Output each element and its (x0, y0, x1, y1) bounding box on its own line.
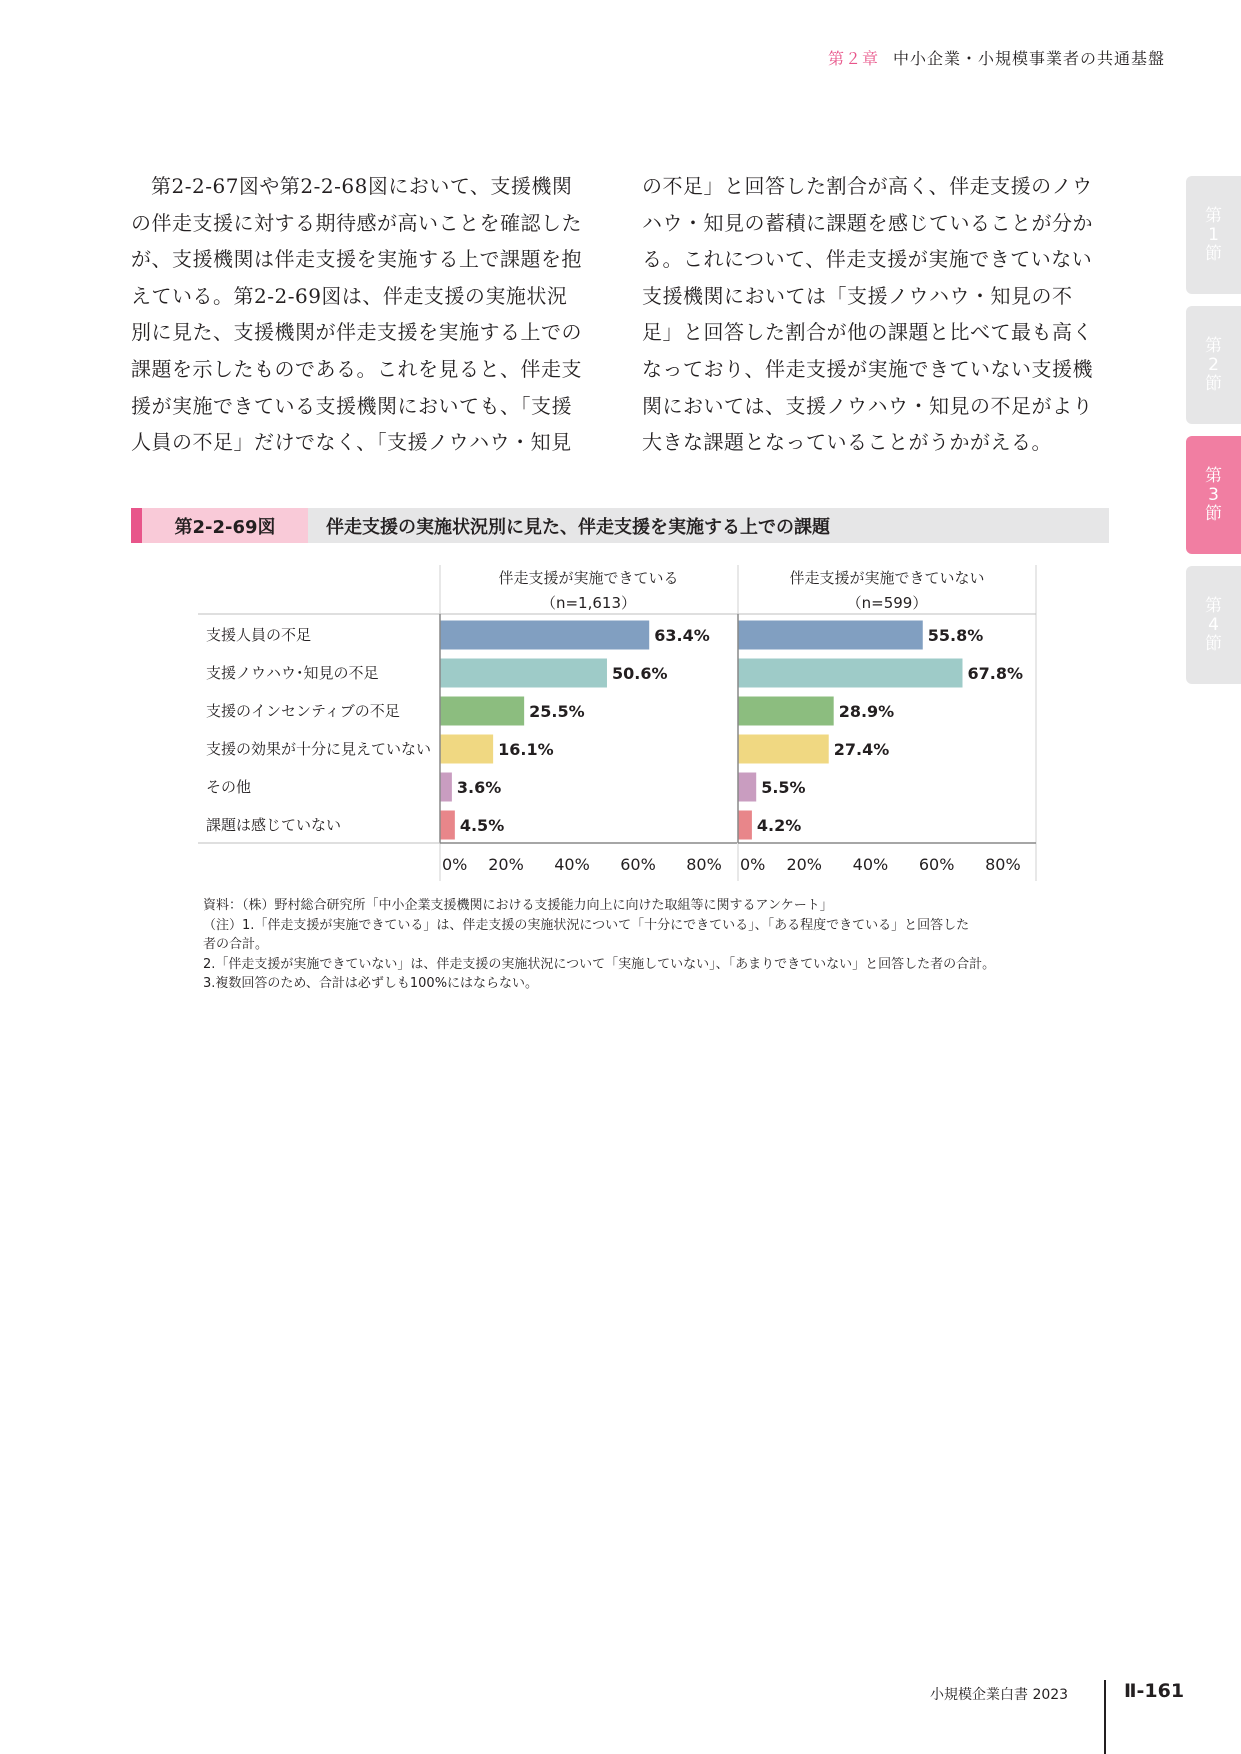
x-tick-label: 40% (852, 855, 889, 874)
panel-n: （n=599） (846, 594, 928, 612)
body-line: る。これについて、伴走支援が実施できていない (642, 247, 1093, 272)
body-line: 援が実施できている支援機関においても、「支援 (131, 393, 572, 418)
bar (738, 697, 834, 726)
note-line: 者の合計。 (203, 937, 269, 952)
category-label: 支援ノウハウ･知見の不足 (206, 664, 379, 682)
book-title: 小規模企業白書 2023 (930, 1687, 1069, 1703)
section-tab-char: 節 (1205, 633, 1222, 654)
bar (440, 697, 524, 726)
body-line: 関においては、支援ノウハウ・知見の不足がより (642, 393, 1093, 418)
section-tab-char: 第 (1205, 595, 1222, 616)
category-label: その他 (206, 778, 252, 796)
bar (440, 811, 455, 840)
x-tick-label: 80% (686, 855, 722, 874)
body-line: 課題を示したものである。これを見ると、伴走支 (131, 356, 582, 381)
chapter-title: 中小企業・小規模事業者の共通基盤 (893, 49, 1166, 68)
body-line: の不足」と回答した割合が高く、伴走支援のノウ (642, 174, 1093, 198)
panel-title: 伴走支援が実施できている (498, 569, 679, 587)
x-tick-label: 20% (786, 855, 823, 874)
body-line: 足」と回答した割合が他の課題と比べて最も高く (642, 320, 1093, 345)
bar (738, 735, 829, 764)
section-tab-char: 2 (1208, 354, 1219, 375)
section-tab-char: 1 (1208, 224, 1219, 245)
body-line: えている。第2-2-69図は、伴走支援の実施状況 (131, 283, 568, 308)
section-tab-char: 第 (1205, 335, 1222, 356)
data-label: 25.5% (529, 702, 585, 721)
data-label: 16.1% (498, 740, 554, 759)
note-line: 3.複数回答のため、合計は必ずしも100%にはならない。 (203, 976, 539, 991)
note-source: 資料：（株）野村総合研究所「中小企業支援機関における支援能力向上に向けた取組等に関するアンケート」 (203, 898, 833, 913)
data-label: 3.6% (456, 778, 502, 797)
data-label: 63.4% (654, 626, 710, 645)
x-tick-label: 60% (620, 855, 656, 874)
data-label: 4.2% (756, 816, 802, 835)
data-label: 4.5% (459, 816, 505, 835)
x-tick-label: 0% (740, 855, 766, 874)
x-tick-label: 60% (918, 855, 955, 874)
section-tab-char: 節 (1205, 373, 1222, 394)
page-number: Ⅱ-161 (1124, 1680, 1185, 1702)
data-label: 55.8% (927, 626, 984, 645)
body-line: ハウ・知見の蓄積に課題を感じていることが分か (642, 210, 1093, 235)
body-line: の伴走支援に対する期待感が高いことを確認した (131, 210, 582, 235)
figure-notes (203, 896, 995, 994)
footer-divider (1104, 1680, 1106, 1754)
body-line: 大きな課題となっていることがうかがえる。 (642, 430, 1052, 455)
body-line: 別に見た、支援機関が伴走支援を実施する上での (131, 320, 582, 345)
note-line: 2.「伴走支援が実施できていない」は、伴走支援の実施状況について「実施していない」、「あまりできていない」と回答した者の合計。 (203, 956, 996, 972)
section-tab-char: 4 (1208, 614, 1219, 635)
section-tab-char: 節 (1205, 503, 1222, 524)
category-label: 支援人員の不足 (206, 626, 312, 644)
bar (738, 621, 923, 650)
body-line: なっており、伴走支援が実施できていない支援機 (642, 356, 1093, 381)
x-tick-label: 40% (554, 855, 590, 874)
page-footer (930, 1680, 1190, 1720)
bar (738, 659, 962, 688)
data-label: 28.9% (838, 702, 895, 721)
body-line: 人員の不足」だけでなく、「支援ノウハウ・知見 (131, 430, 572, 455)
category-label: 課題は感じていない (206, 816, 342, 834)
bar (738, 773, 756, 802)
x-tick-label: 20% (488, 855, 524, 874)
body-line: 第2-2-67図や第2-2-68図において、支援機関 (151, 174, 573, 198)
section-tab-char: 第 (1205, 205, 1222, 226)
data-label: 5.5% (761, 778, 806, 797)
chapter-number: 第２章 (828, 49, 880, 68)
data-label: 50.6% (611, 664, 668, 683)
data-label: 27.4% (833, 740, 890, 759)
panel-title: 伴走支援が実施できていない (789, 569, 985, 587)
x-tick-label: 80% (985, 855, 1021, 874)
category-label: 支援のインセンティブの不足 (206, 702, 400, 720)
figure-title: 伴走支援の実施状況別に見た、伴走支援を実施する上での課題 (326, 516, 830, 538)
body-line: が、支援機関は伴走支援を実施する上で課題を抱 (131, 247, 582, 272)
bar (738, 811, 752, 840)
section-tab-char: 節 (1205, 243, 1222, 264)
bar (440, 735, 493, 764)
figure-number: 第2-2-69図 (142, 508, 308, 543)
body-line: 支援機関においては「支援ノウハウ・知見の不 (642, 283, 1073, 308)
section-tab-char: 3 (1208, 484, 1219, 505)
bar (440, 621, 649, 650)
section-tab-char: 第 (1205, 465, 1222, 486)
bar (440, 773, 452, 802)
panel-n: （n=1,613） (540, 594, 637, 612)
category-label: 支援の効果が十分に見えていない (206, 740, 432, 758)
data-label: 67.8% (967, 664, 1024, 683)
x-tick-label: 0% (442, 855, 468, 874)
note-line: （注）1.「伴走支援が実施できている」は、伴走支援の実施状況について「十分にできている」、「ある程度できている」と回答した (203, 917, 970, 933)
bar (440, 659, 607, 688)
